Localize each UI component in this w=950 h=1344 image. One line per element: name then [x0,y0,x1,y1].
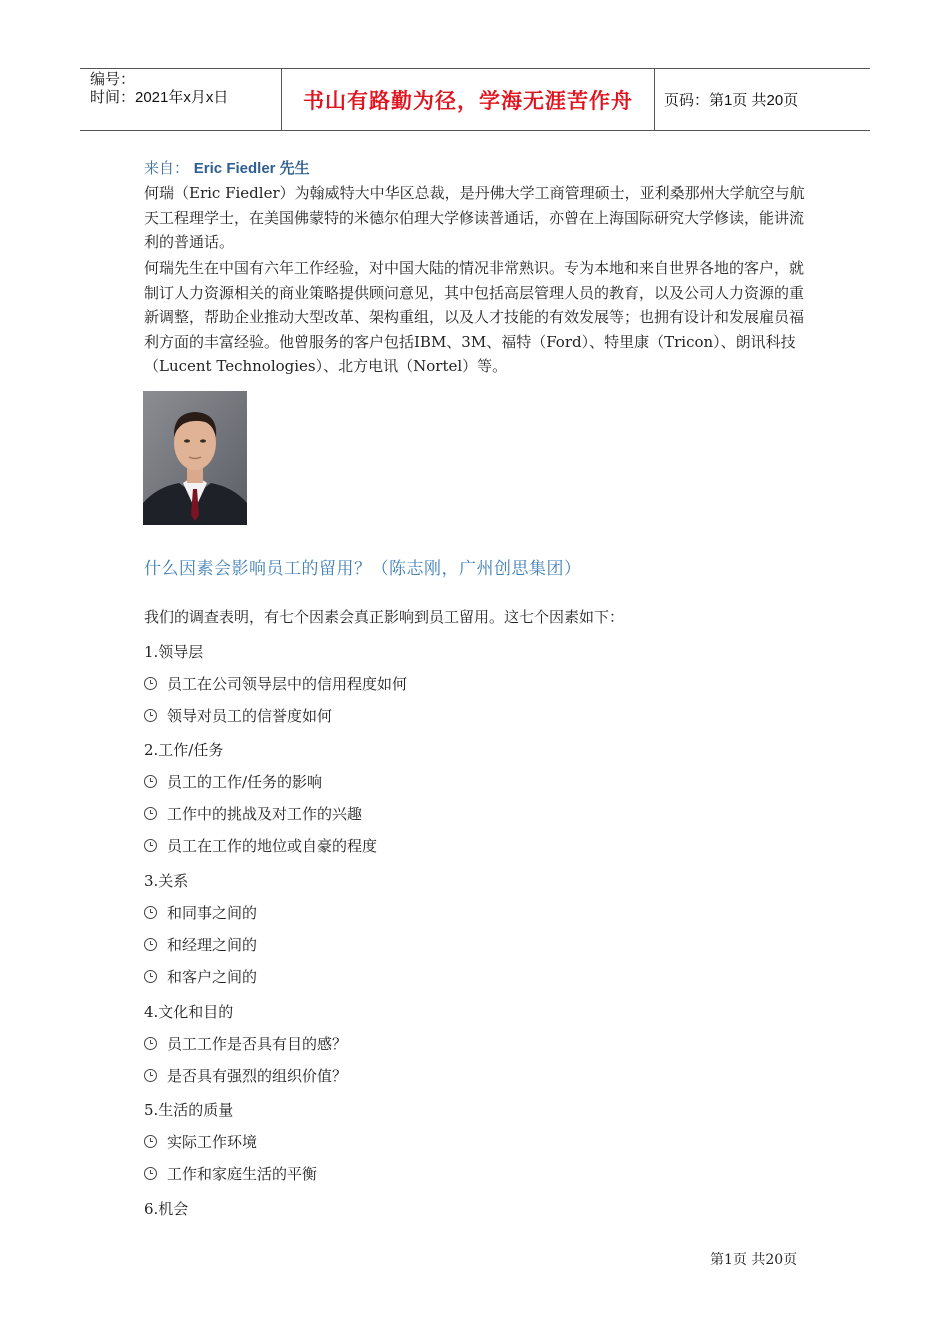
list-item: 实际工作环境 [144,1131,257,1152]
clock-bullet-icon [144,970,157,983]
clock-bullet-icon [144,839,157,852]
header-time-label: 时间：2021年x月x日 [90,89,229,106]
clock-bullet-icon [144,775,157,788]
list-item: 员工的工作/任务的影响 [144,771,322,792]
factor-title: 4.文化和目的 [144,1003,234,1021]
list-item: 员工工作是否具有目的感？ [144,1033,347,1054]
list-item: 工作和家庭生活的平衡 [144,1163,317,1184]
source-prefix: 来自： [144,159,190,177]
header-divider [654,69,655,130]
intro-text: 我们的调查表明，有七个因素会真正影响到员工留用。这七个因素如下： [144,608,625,626]
factor-title: 6.机会 [144,1200,189,1218]
factor-title: 5.生活的质量 [144,1101,234,1119]
list-item: 领导对员工的信誉度如何 [144,705,332,726]
clock-bullet-icon [144,938,157,951]
clock-bullet-icon [144,906,157,919]
header-meta [90,71,228,107]
article-source [144,157,310,178]
document-header [80,68,870,131]
clock-bullet-icon [144,709,157,722]
source-name: Eric Fiedler 先生 [193,160,310,177]
list-item: 工作中的挑战及对工作的兴趣 [144,803,362,824]
section-heading: 什么因素会影响员工的留用？（陈志刚，广州创思集团） [144,559,582,579]
list-item: 和客户之间的 [144,966,257,987]
list-item: 和经理之间的 [144,934,257,955]
header-number-label: 编号： [90,71,136,88]
factor-title: 2.工作/任务 [144,741,224,759]
clock-bullet-icon [144,807,157,820]
list-item: 是否具有强烈的组织价值？ [144,1065,347,1086]
factor-title: 3.关系 [144,872,189,890]
factor-title: 1.领导层 [144,643,204,661]
footer-page-label: 第1页 共20页 [710,1252,798,1268]
bio-paragraph: 何瑞先生在中国有六年工作经验，对中国大陆的情况非常熟识。专为本地和来自世界各地的客户，就制订人力资源相关的商业策略提供顾问意见，其中包括高层管理人员的教育，以及公司人力资源的重新调整，帮助企业推动大型改革、架构重组，以及人才技能的有效发展等；也拥有设计和发展雇员福利方面的丰富经验。他曾服务的客户包括IBM、3M、福特（Ford）、特里康（Tricon）、朗讯科技（Lucent Technologies）、北方电讯（Nortel）等。 [144,259,805,375]
bio-paragraph: 何瑞（Eric Fiedler）为翰威特大中华区总裁，是丹佛大学工商管理硕士，亚利桑那州大学航空与航天工程理学士，在美国佛蒙特的米德尔伯理大学修读普通话，亦曾在上海国际研究大学修读，能讲流利的普通话。 [144,184,805,251]
clock-bullet-icon [144,1037,157,1050]
portrait-photo [143,391,247,525]
header-page-label: 页码：第1页 共20页 [664,92,799,109]
list-item: 员工在工作的地位或自豪的程度 [144,835,377,856]
clock-bullet-icon [144,1135,157,1148]
clock-bullet-icon [144,677,157,690]
header-motto: 书山有路勤为径，学海无涯苦作舟 [303,88,633,113]
clock-bullet-icon [144,1069,157,1082]
list-item: 和同事之间的 [144,902,257,923]
list-item: 员工在公司领导层中的信用程度如何 [144,673,407,694]
clock-bullet-icon [144,1167,157,1180]
